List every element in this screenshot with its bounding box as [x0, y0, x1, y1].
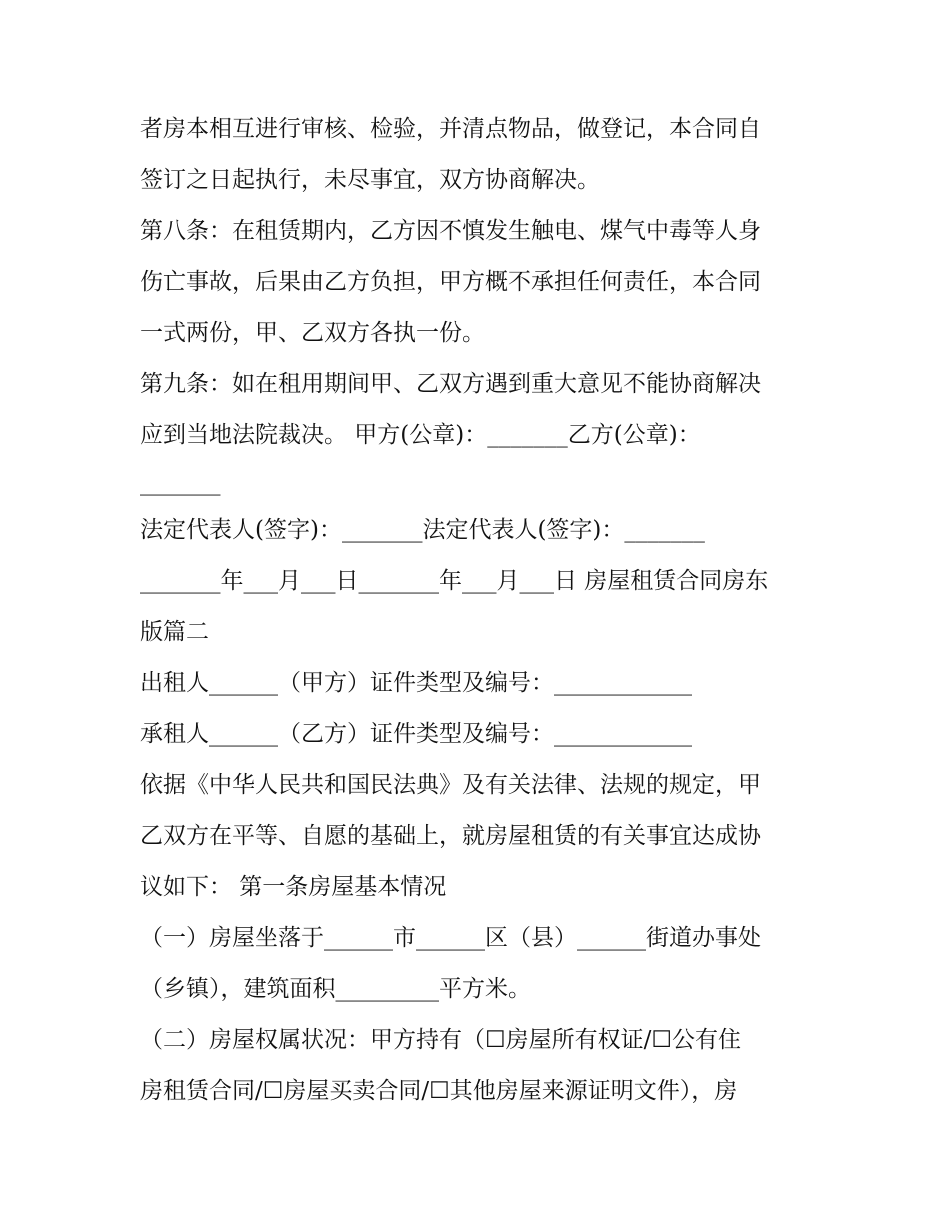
text-line: 出租人______（甲方）证件类型及编号：____________ — [140, 670, 692, 696]
text-line: 承租人______（乙方）证件类型及编号：____________ — [140, 721, 692, 747]
text-line: 者房本相互进行审核、检验，并清点物品，做登记，本合同自 — [140, 116, 761, 142]
text-line: 法定代表人(签字)：_______法定代表人(签字)：_______ — [140, 517, 705, 543]
text-line: 乙双方在平等、自愿的基础上，就房屋租赁的有关事宜达成协 — [140, 823, 761, 849]
text-line: 议如下： 第一条房屋基本情况 — [140, 874, 447, 900]
contract-text — [140, 104, 820, 1117]
text-line: _______ — [140, 470, 221, 496]
text-line: （乡镇），建筑面积_________平方米。 — [140, 976, 531, 1002]
text-line: 签订之日起执行，未尽事宜，双方协商解决。 — [140, 167, 600, 193]
text-line: （一）房屋坐落于______市______区（县）______街道办事处 — [140, 925, 761, 951]
text-line: 一式两份，甲、乙双方各执一份。 — [140, 320, 485, 346]
text-line: 房租赁合同/☐房屋买卖合同/☐其他房屋来源证明文件），房 — [140, 1078, 738, 1104]
text-line: 第八条：在租赁期内，乙方因不慎发生触电、煤气中毒等人身 — [140, 218, 761, 244]
text-line: 应到当地法院裁决。 甲方(公章)：_______乙方(公章)： — [140, 422, 701, 448]
text-line: 伤亡事故，后果由乙方负担，甲方概不承担任何责任，本合同 — [140, 269, 761, 295]
text-line: _______年___月___日_______年___月___日 房屋租赁合同房东 — [140, 568, 769, 594]
text-line: 版篇二 — [140, 619, 209, 645]
text-line: （二）房屋权属状况：甲方持有（☐房屋所有权证/☐公有住 — [140, 1027, 741, 1053]
text-line: 第九条：如在租用期间甲、乙双方遇到重大意见不能协商解决 — [140, 371, 761, 397]
text-line: 依据《中华人民共和国民法典》及有关法律、法规的规定，甲 — [140, 772, 761, 798]
